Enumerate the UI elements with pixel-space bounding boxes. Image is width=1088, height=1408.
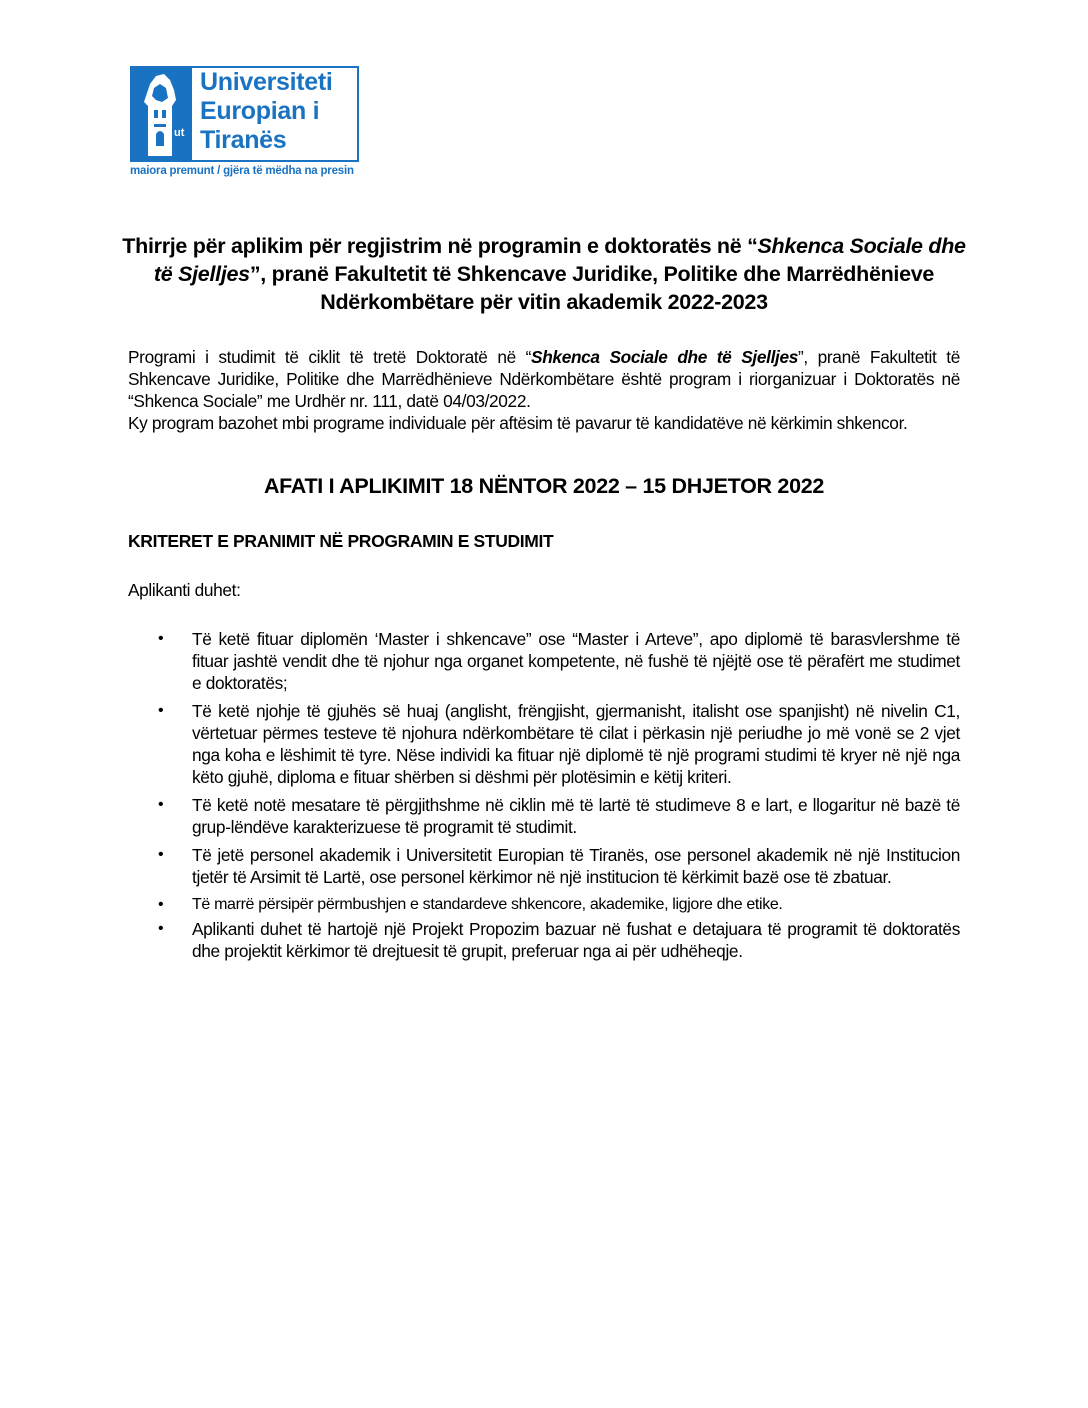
logo-tagline: maiora premunt / gjëra të mëdha na presin bbox=[130, 165, 354, 177]
list-item-text: Të ketë notë mesatare të përgjithshme në ciklin më të lartë të studimeve 8 e lart, e llogaritur në bazë të grup-lëndëve karakterizuese të programit të studimit. bbox=[192, 795, 960, 837]
tower-emblem-icon bbox=[130, 66, 192, 162]
list-item-text: Aplikanti duhet të hartojë një Projekt Propozim bazuar në fushat e detajuara të programit të doktoratës dhe projektit kërkimor të drejtuesit të grupit, preferuar nga ai për udhëheqje. bbox=[192, 919, 960, 961]
bullet-icon: • bbox=[158, 630, 164, 647]
criteria-list bbox=[157, 628, 960, 968]
list-item bbox=[157, 894, 960, 916]
logo-name bbox=[200, 68, 333, 155]
document-title bbox=[118, 232, 970, 316]
list-item bbox=[157, 700, 960, 788]
logo-emblem bbox=[130, 66, 192, 162]
title-part-1: Thirrje për aplikim për regjistrim në programin e doktoratës në “ bbox=[122, 234, 758, 258]
list-item-text: Të ketë njohje të gjuhës së huaj (anglisht, frëngjisht, gjermanisht, italisht ose spanjisht) në nivelin C1, vërtetuar përmes testeve të njohura ndërkombëtare të cilat i përkasin një periudhe jo më vonë se 2 vjet nga koha e lëshimit të tyre. Nëse individi ka fituar një diplomë të një programi studimi të kryer në një nga këto gjuhë, diploma e fituar shërben si dëshmi për plotësimin e këtij kriteri. bbox=[192, 701, 960, 787]
bullet-icon: • bbox=[158, 702, 164, 719]
list-item-text: Të marrë përsipër përmbushjen e standardeve shkencore, akademike, ligjore dhe etike. bbox=[192, 896, 783, 913]
logo-name-line-2: Europian i bbox=[200, 97, 320, 125]
applicant-label: Aplikanti duhet: bbox=[128, 580, 241, 600]
list-item-text: Të jetë personel akademik i Universitetit Europian të Tiranës, ose personel akademik në një Institucion tjetër të Arsimit të Lartë, ose personel kërkimor në një institucion të kërkimit bazë ose të zbatuar. bbox=[192, 845, 960, 887]
logo-name-line-1: Universiteti bbox=[200, 68, 333, 96]
intro-text-b: ”, pranë Fakultetit të Shkencave Juridike, Politike dhe Marrëdhënieve Ndërkombëtare është program i riorganizuar i Doktoratës në “Shkenca Sociale” me Urdhër nr. 111, datë 04/03/2022. bbox=[128, 347, 960, 411]
intro-program-name: Shkenca Sociale dhe të Sjelljes bbox=[531, 347, 798, 367]
list-item bbox=[157, 794, 960, 838]
list-item-text: Të ketë fituar diplomën ‘Master i shkencave” ose “Master i Arteve”, apo diplomë të barasvlershme të fituar jashtë vendit dhe të njohur nga organet kompetente, në fushë të njëjtë ose të përafërt me studimet e doktoratës; bbox=[192, 629, 960, 693]
intro-section bbox=[128, 346, 960, 434]
logo-name-line-3: Tiranës bbox=[200, 126, 287, 154]
bullet-icon: • bbox=[158, 846, 164, 863]
university-logo bbox=[130, 66, 365, 182]
title-part-3: ”, pranë Fakultetit të Shkencave Juridike, Politike dhe Marrëdhënieve Ndërkombëtare për vitin akademik 2022-2023 bbox=[249, 262, 935, 314]
criteria-heading: KRITERET E PRANIMIT NË PROGRAMIN E STUDIMIT bbox=[128, 531, 554, 551]
intro-text-a: Programi i studimit të ciklit të tretë Doktoratë në “ bbox=[128, 347, 532, 367]
svg-text:ut: ut bbox=[174, 127, 185, 139]
bullet-icon: • bbox=[158, 796, 164, 813]
bullet-icon: • bbox=[158, 896, 164, 913]
list-item bbox=[157, 844, 960, 888]
list-item bbox=[157, 918, 960, 962]
bullet-icon: • bbox=[158, 920, 164, 937]
list-item bbox=[157, 628, 960, 694]
title-program-name: Shkenca Sociale dhe të Sjelljes bbox=[153, 234, 966, 286]
intro-paragraph-1 bbox=[128, 346, 960, 412]
application-deadline: AFATI I APLIKIMIT 18 NËNTOR 2022 – 15 DHJETOR 2022 bbox=[263, 474, 825, 498]
intro-paragraph-2: Ky program bazohet mbi programe individuale për aftësim të pavarur të kandidatëve në kërkimin shkencor. bbox=[128, 413, 908, 433]
